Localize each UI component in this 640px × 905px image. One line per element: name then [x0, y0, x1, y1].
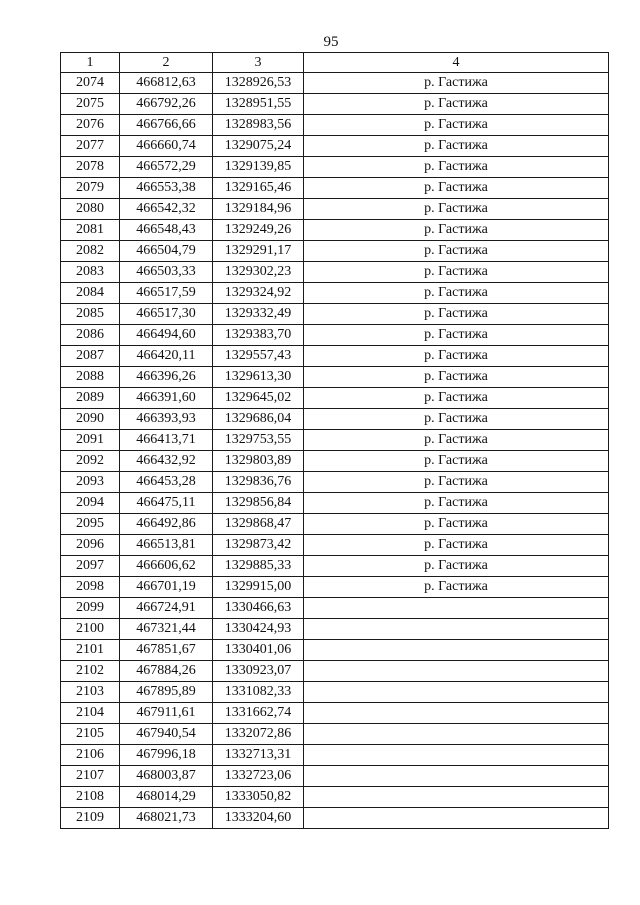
x-coordinate-cell: 466391,60: [120, 388, 213, 409]
table-row: [61, 556, 609, 577]
y-coordinate-cell: 1329332,49: [213, 304, 304, 325]
point-number-cell: 2098: [61, 577, 120, 598]
table-row: [61, 115, 609, 136]
x-coordinate-cell: 466453,28: [120, 472, 213, 493]
table-row: [61, 73, 609, 94]
x-coordinate-cell: 466504,79: [120, 241, 213, 262]
y-coordinate-cell: 1332713,31: [213, 745, 304, 766]
description-cell: р. Гастижа: [304, 241, 609, 262]
table-row: [61, 283, 609, 304]
point-number-cell: 2100: [61, 619, 120, 640]
table-row: [61, 304, 609, 325]
x-coordinate-cell: 467940,54: [120, 724, 213, 745]
point-number-cell: 2084: [61, 283, 120, 304]
y-coordinate-cell: 1328983,56: [213, 115, 304, 136]
point-number-cell: 2094: [61, 493, 120, 514]
point-number-cell: 2085: [61, 304, 120, 325]
y-coordinate-cell: 1329856,84: [213, 493, 304, 514]
table-row: [61, 262, 609, 283]
description-cell: [304, 724, 609, 745]
description-cell: р. Гастижа: [304, 199, 609, 220]
table-row: [61, 703, 609, 724]
y-coordinate-cell: 1331662,74: [213, 703, 304, 724]
point-number-cell: 2109: [61, 808, 120, 829]
table-row: [61, 157, 609, 178]
y-coordinate-cell: 1329302,23: [213, 262, 304, 283]
description-cell: р. Гастижа: [304, 535, 609, 556]
point-number-cell: 2104: [61, 703, 120, 724]
description-cell: р. Гастижа: [304, 556, 609, 577]
table-row: [61, 409, 609, 430]
table-row: [61, 367, 609, 388]
description-cell: [304, 703, 609, 724]
description-cell: р. Гастижа: [304, 115, 609, 136]
description-cell: р. Гастижа: [304, 430, 609, 451]
y-coordinate-cell: 1332723,06: [213, 766, 304, 787]
y-coordinate-cell: 1329753,55: [213, 430, 304, 451]
table-row: [61, 220, 609, 241]
description-cell: [304, 661, 609, 682]
y-coordinate-cell: 1329184,96: [213, 199, 304, 220]
point-number-cell: 2076: [61, 115, 120, 136]
description-cell: р. Гастижа: [304, 283, 609, 304]
table-row: [61, 808, 609, 829]
x-coordinate-cell: 467851,67: [120, 640, 213, 661]
description-cell: р. Гастижа: [304, 262, 609, 283]
point-number-cell: 2079: [61, 178, 120, 199]
table-row: [61, 598, 609, 619]
table-row: [61, 94, 609, 115]
table-row: [61, 619, 609, 640]
x-coordinate-cell: 466492,86: [120, 514, 213, 535]
point-number-cell: 2105: [61, 724, 120, 745]
description-cell: [304, 808, 609, 829]
description-cell: [304, 766, 609, 787]
description-cell: р. Гастижа: [304, 178, 609, 199]
point-number-cell: 2092: [61, 451, 120, 472]
x-coordinate-cell: 468014,29: [120, 787, 213, 808]
table-row: [61, 493, 609, 514]
x-coordinate-cell: 468021,73: [120, 808, 213, 829]
description-cell: р. Гастижа: [304, 304, 609, 325]
y-coordinate-cell: 1329324,92: [213, 283, 304, 304]
y-coordinate-cell: 1329836,76: [213, 472, 304, 493]
table-body: [61, 73, 609, 829]
table-row: [61, 388, 609, 409]
y-coordinate-cell: 1328926,53: [213, 73, 304, 94]
table-row: [61, 241, 609, 262]
description-cell: р. Гастижа: [304, 514, 609, 535]
description-cell: р. Гастижа: [304, 472, 609, 493]
table-row: [61, 346, 609, 367]
x-coordinate-cell: 466420,11: [120, 346, 213, 367]
point-number-cell: 2097: [61, 556, 120, 577]
header-col-2: 2: [120, 53, 213, 73]
point-number-cell: 2106: [61, 745, 120, 766]
x-coordinate-cell: 466413,71: [120, 430, 213, 451]
x-coordinate-cell: 466572,29: [120, 157, 213, 178]
header-col-4: 4: [304, 53, 609, 73]
y-coordinate-cell: 1329885,33: [213, 556, 304, 577]
point-number-cell: 2088: [61, 367, 120, 388]
description-cell: р. Гастижа: [304, 577, 609, 598]
table-row: [61, 472, 609, 493]
description-cell: [304, 640, 609, 661]
table-row: [61, 682, 609, 703]
y-coordinate-cell: 1329291,17: [213, 241, 304, 262]
y-coordinate-cell: 1329383,70: [213, 325, 304, 346]
table-row: [61, 535, 609, 556]
x-coordinate-cell: 466548,43: [120, 220, 213, 241]
header-col-3: 3: [213, 53, 304, 73]
x-coordinate-cell: 466553,38: [120, 178, 213, 199]
point-number-cell: 2096: [61, 535, 120, 556]
x-coordinate-cell: 466792,26: [120, 94, 213, 115]
table-row: [61, 745, 609, 766]
table-row: [61, 661, 609, 682]
point-number-cell: 2090: [61, 409, 120, 430]
y-coordinate-cell: 1329557,43: [213, 346, 304, 367]
x-coordinate-cell: 466396,26: [120, 367, 213, 388]
y-coordinate-cell: 1329139,85: [213, 157, 304, 178]
description-cell: р. Гастижа: [304, 325, 609, 346]
x-coordinate-cell: 466494,60: [120, 325, 213, 346]
table-row: [61, 577, 609, 598]
y-coordinate-cell: 1329873,42: [213, 535, 304, 556]
table-row: [61, 325, 609, 346]
table-header-row: [61, 53, 609, 73]
point-number-cell: 2086: [61, 325, 120, 346]
description-cell: р. Гастижа: [304, 493, 609, 514]
table-row: [61, 136, 609, 157]
description-cell: р. Гастижа: [304, 409, 609, 430]
point-number-cell: 2080: [61, 199, 120, 220]
y-coordinate-cell: 1328951,55: [213, 94, 304, 115]
table-row: [61, 430, 609, 451]
table-row: [61, 787, 609, 808]
y-coordinate-cell: 1332072,86: [213, 724, 304, 745]
description-cell: р. Гастижа: [304, 136, 609, 157]
point-number-cell: 2087: [61, 346, 120, 367]
point-number-cell: 2099: [61, 598, 120, 619]
x-coordinate-cell: 467996,18: [120, 745, 213, 766]
y-coordinate-cell: 1329803,89: [213, 451, 304, 472]
point-number-cell: 2091: [61, 430, 120, 451]
table-row: [61, 451, 609, 472]
x-coordinate-cell: 466724,91: [120, 598, 213, 619]
description-cell: [304, 787, 609, 808]
point-number-cell: 2095: [61, 514, 120, 535]
x-coordinate-cell: 466393,93: [120, 409, 213, 430]
page-number: 95: [323, 34, 339, 50]
header-col-1: 1: [61, 53, 120, 73]
x-coordinate-cell: 466606,62: [120, 556, 213, 577]
description-cell: р. Гастижа: [304, 346, 609, 367]
coordinates-table: [60, 52, 609, 829]
x-coordinate-cell: 466503,33: [120, 262, 213, 283]
description-cell: р. Гастижа: [304, 220, 609, 241]
point-number-cell: 2103: [61, 682, 120, 703]
y-coordinate-cell: 1330466,63: [213, 598, 304, 619]
y-coordinate-cell: 1329686,04: [213, 409, 304, 430]
point-number-cell: 2081: [61, 220, 120, 241]
table-row: [61, 766, 609, 787]
point-number-cell: 2107: [61, 766, 120, 787]
y-coordinate-cell: 1331082,33: [213, 682, 304, 703]
x-coordinate-cell: 466660,74: [120, 136, 213, 157]
description-cell: р. Гастижа: [304, 388, 609, 409]
x-coordinate-cell: 468003,87: [120, 766, 213, 787]
x-coordinate-cell: 466812,63: [120, 73, 213, 94]
y-coordinate-cell: 1329915,00: [213, 577, 304, 598]
y-coordinate-cell: 1329165,46: [213, 178, 304, 199]
description-cell: р. Гастижа: [304, 94, 609, 115]
description-cell: р. Гастижа: [304, 157, 609, 178]
table-row: [61, 514, 609, 535]
y-coordinate-cell: 1329645,02: [213, 388, 304, 409]
y-coordinate-cell: 1329613,30: [213, 367, 304, 388]
point-number-cell: 2089: [61, 388, 120, 409]
y-coordinate-cell: 1330401,06: [213, 640, 304, 661]
x-coordinate-cell: 466701,19: [120, 577, 213, 598]
point-number-cell: 2101: [61, 640, 120, 661]
x-coordinate-cell: 466766,66: [120, 115, 213, 136]
table-row: [61, 178, 609, 199]
table-row: [61, 640, 609, 661]
y-coordinate-cell: 1329249,26: [213, 220, 304, 241]
description-cell: р. Гастижа: [304, 73, 609, 94]
point-number-cell: 2074: [61, 73, 120, 94]
point-number-cell: 2082: [61, 241, 120, 262]
table-row: [61, 724, 609, 745]
x-coordinate-cell: 466432,92: [120, 451, 213, 472]
description-cell: [304, 598, 609, 619]
y-coordinate-cell: 1329868,47: [213, 514, 304, 535]
point-number-cell: 2078: [61, 157, 120, 178]
description-cell: р. Гастижа: [304, 451, 609, 472]
x-coordinate-cell: 467884,26: [120, 661, 213, 682]
point-number-cell: 2077: [61, 136, 120, 157]
y-coordinate-cell: 1330424,93: [213, 619, 304, 640]
x-coordinate-cell: 467895,89: [120, 682, 213, 703]
point-number-cell: 2093: [61, 472, 120, 493]
description-cell: р. Гастижа: [304, 367, 609, 388]
x-coordinate-cell: 466475,11: [120, 493, 213, 514]
point-number-cell: 2108: [61, 787, 120, 808]
description-cell: [304, 745, 609, 766]
table-row: [61, 199, 609, 220]
y-coordinate-cell: 1329075,24: [213, 136, 304, 157]
y-coordinate-cell: 1333050,82: [213, 787, 304, 808]
point-number-cell: 2083: [61, 262, 120, 283]
x-coordinate-cell: 466517,59: [120, 283, 213, 304]
description-cell: [304, 619, 609, 640]
point-number-cell: 2102: [61, 661, 120, 682]
x-coordinate-cell: 467911,61: [120, 703, 213, 724]
x-coordinate-cell: 466513,81: [120, 535, 213, 556]
point-number-cell: 2075: [61, 94, 120, 115]
y-coordinate-cell: 1330923,07: [213, 661, 304, 682]
x-coordinate-cell: 466542,32: [120, 199, 213, 220]
x-coordinate-cell: 466517,30: [120, 304, 213, 325]
y-coordinate-cell: 1333204,60: [213, 808, 304, 829]
x-coordinate-cell: 467321,44: [120, 619, 213, 640]
description-cell: [304, 682, 609, 703]
